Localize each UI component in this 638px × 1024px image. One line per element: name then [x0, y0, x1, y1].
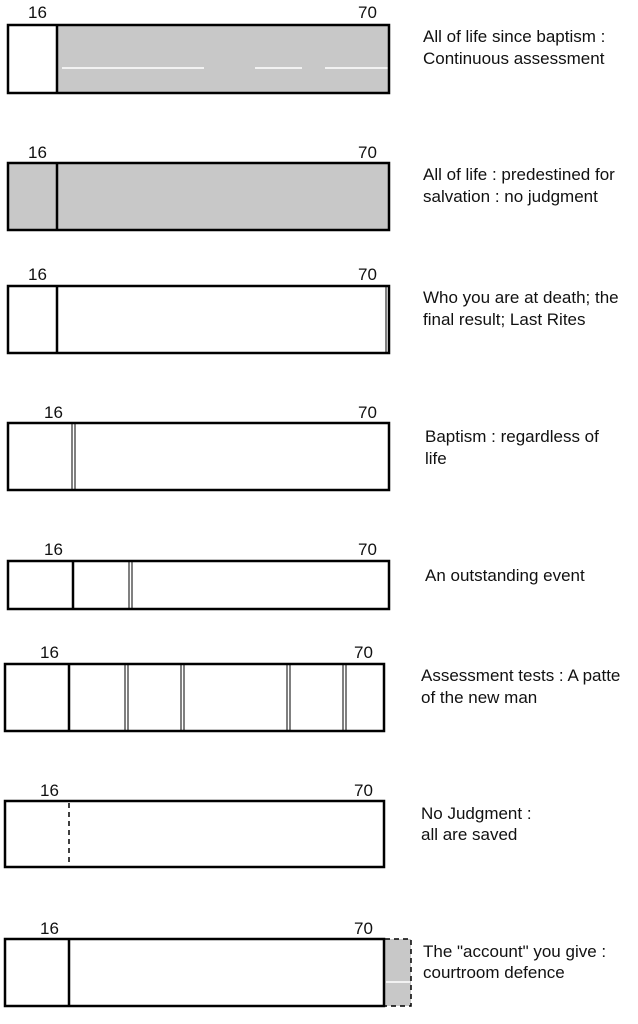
- row-2-shaded-span: [8, 163, 389, 230]
- row-1-desc-line-1: All of life since baptism :: [423, 27, 606, 46]
- row-8-shaded-extension: [385, 939, 411, 1006]
- row-3-bar: [8, 286, 389, 353]
- row-4: [8, 403, 599, 490]
- row-4-desc-line-2: life: [425, 449, 447, 468]
- row-3-start-label: 16: [28, 265, 47, 284]
- row-4-end-label: 70: [358, 403, 377, 422]
- row-1-desc-line-2: Continuous assessment: [423, 49, 605, 68]
- row-1: [8, 3, 605, 93]
- row-3-end-label: 70: [358, 265, 377, 284]
- row-6: [5, 643, 620, 731]
- row-8-bar: [5, 939, 384, 1006]
- row-8: [5, 919, 606, 1006]
- row-4-desc-line-1: Baptism : regardless of: [425, 427, 599, 446]
- row-7-desc-line-2: all are saved: [421, 825, 518, 844]
- row-7-bar: [5, 801, 384, 867]
- row-8-end-label: 70: [354, 919, 373, 938]
- row-5-bar: [8, 561, 389, 609]
- row-6-desc-line-2: of the new man: [421, 688, 538, 707]
- row-2-start-label: 16: [28, 143, 47, 162]
- row-7-end-label: 70: [354, 781, 373, 800]
- row-8-desc-line-1: The "account" you give :: [423, 942, 607, 961]
- row-2-end-label: 70: [358, 143, 377, 162]
- row-7-start-label: 16: [40, 781, 59, 800]
- row-6-bar: [5, 664, 384, 731]
- row-1-start-label: 16: [28, 3, 47, 22]
- row-5: [8, 540, 585, 609]
- row-5-end-label: 70: [358, 540, 377, 559]
- row-8-desc-line-2: courtroom defence: [423, 963, 565, 982]
- row-2: [8, 143, 615, 230]
- row-5-desc-line-1: An outstanding event: [425, 566, 585, 585]
- row-3-desc-line-1: Who you are at death; the: [423, 288, 619, 307]
- row-5-start-label: 16: [44, 540, 63, 559]
- row-2-desc-line-1: All of life : predestined for: [423, 165, 615, 184]
- row-4-start-label: 16: [44, 403, 63, 422]
- row-6-start-label: 16: [40, 643, 59, 662]
- row-8-start-label: 16: [40, 919, 59, 938]
- row-3: [8, 265, 619, 353]
- row-2-desc-line-2: salvation : no judgment: [423, 187, 598, 206]
- row-1-end-label: 70: [358, 3, 377, 22]
- row-4-bar: [8, 423, 389, 490]
- row-7-desc-line-1: No Judgment :: [421, 804, 532, 823]
- row-6-end-label: 70: [354, 643, 373, 662]
- row-7: [5, 781, 532, 867]
- row-6-desc-line-1: Assessment tests : A patte: [421, 666, 621, 685]
- row-1-shaded-span: [57, 25, 389, 93]
- row-3-desc-line-2: final result; Last Rites: [423, 310, 586, 329]
